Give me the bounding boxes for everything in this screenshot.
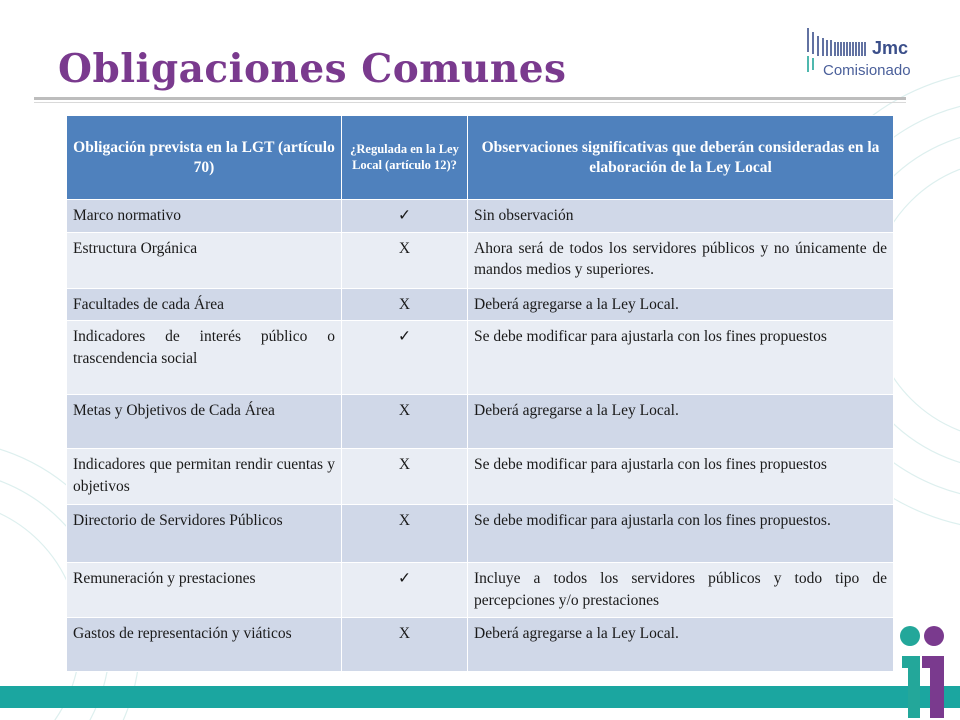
obligation-cell: Gastos de representación y viáticos xyxy=(67,617,342,671)
obligation-cell: Indicadores que permitan rendir cuentas y objetivos xyxy=(67,449,342,505)
table-row xyxy=(67,232,894,288)
check-icon: ✓ xyxy=(342,200,468,233)
observation-cell: Deberá agregarse a la Ley Local. xyxy=(468,617,894,671)
obligation-cell: Metas y Objetivos de Cada Área xyxy=(67,395,342,449)
slide-title: Obligaciones Comunes xyxy=(58,46,567,92)
table-row xyxy=(67,617,894,671)
observation-cell: Incluye a todos los servidores públicos y todo tipo de percepciones y/o prestaciones xyxy=(468,563,894,617)
check-icon: ✓ xyxy=(342,321,468,395)
header-observations: Observaciones significativas que deberán consideradas en la elaboración de la Ley Local xyxy=(468,116,894,200)
title-divider-thin xyxy=(34,102,906,103)
obligation-cell: Estructura Orgánica xyxy=(67,232,342,288)
table-header-row xyxy=(67,116,894,200)
obligation-cell: Marco normativo xyxy=(67,200,342,233)
table-row xyxy=(67,288,894,321)
header-regulated: ¿Regulada en la Ley Local (artículo 12)? xyxy=(342,116,468,200)
obligation-cell: Remuneración y prestaciones xyxy=(67,563,342,617)
regulated-cell: X xyxy=(342,617,468,671)
observation-cell: Deberá agregarse a la Ley Local. xyxy=(468,395,894,449)
header-obligation: Obligación prevista en la LGT (artículo 70) xyxy=(67,116,342,200)
table-row xyxy=(67,563,894,617)
table-row xyxy=(67,200,894,233)
table-row xyxy=(67,449,894,505)
table-row xyxy=(67,321,894,395)
logo-subtitle: Comisionado xyxy=(823,62,911,79)
observation-cell: Ahora será de todos los servidores públicos y no únicamente de mandos medios y superiores. xyxy=(468,232,894,288)
logo-wordmark: Jmc xyxy=(872,38,909,58)
observation-cell: Deberá agregarse a la Ley Local. xyxy=(468,288,894,321)
barcode-logo-icon xyxy=(800,22,930,82)
obligation-cell: Directorio de Servidores Públicos xyxy=(67,505,342,563)
footer-bar xyxy=(0,686,960,708)
obligation-cell: Facultades de cada Área xyxy=(67,288,342,321)
title-divider xyxy=(34,97,906,100)
regulated-cell: X xyxy=(342,288,468,321)
observation-cell: Se debe modificar para ajustarla con los fines propuestos. xyxy=(468,505,894,563)
ii-logo-icon xyxy=(896,622,960,720)
observation-cell: Sin observación xyxy=(468,200,894,233)
obligations-table xyxy=(66,115,894,672)
check-icon: ✓ xyxy=(342,563,468,617)
regulated-cell: X xyxy=(342,505,468,563)
regulated-cell: X xyxy=(342,449,468,505)
regulated-cell: X xyxy=(342,395,468,449)
observation-cell: Se debe modificar para ajustarla con los fines propuestos xyxy=(468,321,894,395)
table-row xyxy=(67,395,894,449)
table-row xyxy=(67,505,894,563)
regulated-cell: X xyxy=(342,232,468,288)
obligation-cell: Indicadores de interés público o trascendencia social xyxy=(67,321,342,395)
observation-cell: Se debe modificar para ajustarla con los fines propuestos xyxy=(468,449,894,505)
